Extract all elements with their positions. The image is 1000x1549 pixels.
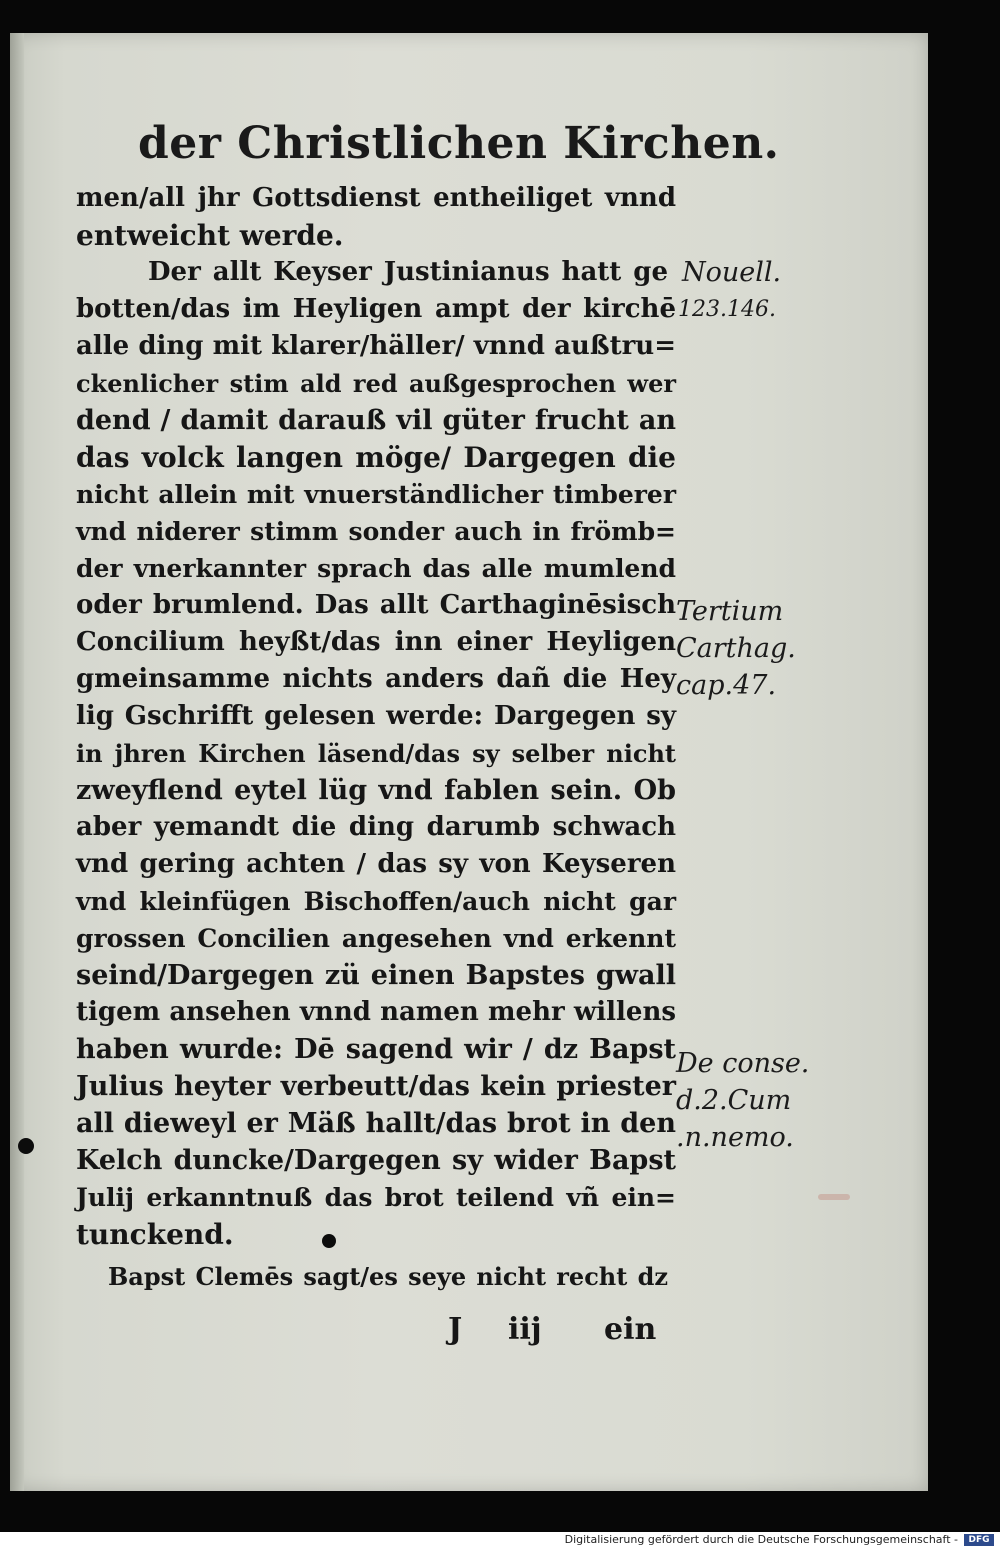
signature-mark: J bbox=[448, 1312, 463, 1347]
margin-note: 123.146. bbox=[678, 297, 776, 322]
page-header: der Christlichen Kirchen. bbox=[138, 118, 780, 169]
text-line: tigem ansehen vnnd namen mehr willens bbox=[76, 997, 676, 1027]
margin-note: .n.nemo. bbox=[676, 1122, 794, 1153]
text-line: lig Gschrifft gelesen werde: Dargegen sy bbox=[76, 701, 676, 731]
text-line: der vnerkannter sprach das alle mumlend bbox=[76, 554, 676, 583]
text-line: zweyflend eytel lüg vnd fablen sein. Ob bbox=[76, 775, 676, 806]
ink-dot bbox=[18, 1138, 34, 1154]
margin-note: De conse. bbox=[676, 1048, 810, 1079]
text-line: das volck langen möge/ Dargegen die bbox=[76, 441, 676, 474]
catchword: ein bbox=[604, 1312, 657, 1347]
text-line: vnd gering achten / das sy von Keyseren bbox=[76, 849, 676, 879]
text-line: botten/das im Heyligen ampt der kirchē bbox=[76, 294, 676, 324]
text-line: gmeinsamme nichts anders dañ die Hey bbox=[76, 664, 676, 694]
paper-stain bbox=[818, 1194, 850, 1200]
dfg-logo-icon: DFG bbox=[964, 1534, 994, 1546]
footer-credit: Digitalisierung gefördert durch die Deutsche Forschungsgemeinschaft - bbox=[564, 1533, 958, 1546]
text-line: vnd niderer stimm sonder auch in frömb= bbox=[76, 517, 676, 546]
margin-note: Tertium bbox=[676, 596, 784, 627]
text-line: tunckend. bbox=[76, 1218, 234, 1251]
text-line: dend / damit darauß vil güter frucht an bbox=[76, 405, 676, 436]
text-line: Kelch duncke/Dargegen sy wider Bapst bbox=[76, 1145, 676, 1176]
footer-bar bbox=[0, 1532, 1000, 1549]
signature-number: iij bbox=[508, 1312, 542, 1347]
text-line: seind/Dargegen zü einen Bapstes gwall bbox=[76, 960, 676, 991]
text-line: oder brumlend. Das allt Carthaginēsisch bbox=[76, 590, 676, 620]
text-line: vnd kleinfügen Bischoffen/auch nicht gar bbox=[76, 887, 676, 916]
margin-note: cap.47. bbox=[676, 670, 777, 701]
text-line: in jhren Kirchen läsend/das sy selber nicht bbox=[76, 739, 676, 768]
text-line: aber yemandt die ding darumb schwach bbox=[76, 812, 676, 842]
ink-dot bbox=[322, 1234, 336, 1248]
margin-note: Carthag. bbox=[676, 633, 796, 664]
page-gutter-shadow bbox=[10, 33, 24, 1491]
text-line: ckenlicher stim ald red außgesprochen wer bbox=[76, 369, 676, 398]
margin-note: Nouell. bbox=[682, 257, 782, 288]
text-line: Julij erkanntnuß das brot teilend vñ ein= bbox=[76, 1183, 676, 1212]
text-line: grossen Concilien angesehen vnd erkennt bbox=[76, 924, 676, 953]
margin-note: d.2.Cum bbox=[676, 1085, 792, 1116]
text-line: Bapst Clemēs sagt/es seye nicht recht dz bbox=[108, 1262, 668, 1291]
text-line: Julius heyter verbeutt/das kein priester bbox=[76, 1071, 676, 1102]
text-line: Concilium heyßt/das inn einer Heyligen bbox=[76, 627, 676, 657]
text-line: haben wurde: Dē sagend wir / dz Bapst bbox=[76, 1034, 676, 1065]
text-line: alle ding mit klarer/häller/ vnnd außtru= bbox=[76, 331, 676, 361]
text-line: nicht allein mit vnuerständlicher timberer bbox=[76, 480, 676, 509]
text-line: men/all jhr Gottsdienst entheiliget vnnd bbox=[76, 183, 676, 213]
text-line: Der allt Keyser Justinianus hatt ge bbox=[148, 257, 668, 287]
text-line: all dieweyl er Mäß hallt/das brot in den bbox=[76, 1108, 676, 1139]
text-line: entweicht werde. bbox=[76, 219, 344, 252]
